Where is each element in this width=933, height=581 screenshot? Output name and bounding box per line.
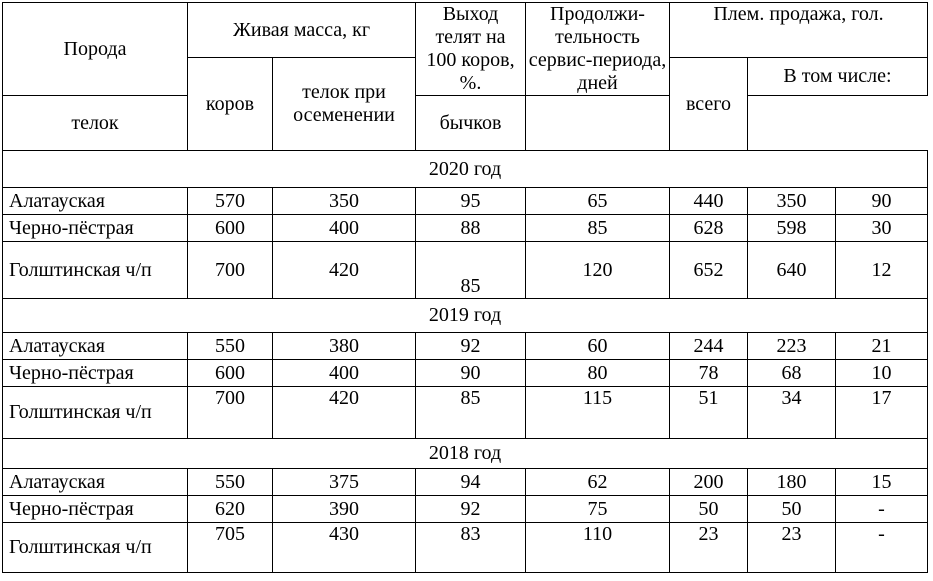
breed-cell: Голштинская ч/п — [3, 523, 188, 573]
breed-cell: Голштинская ч/п — [3, 242, 188, 299]
cows-weight-cell: 620 — [188, 496, 273, 523]
table-row — [3, 496, 928, 523]
service-period-cell: 60 — [526, 333, 670, 360]
heifers-weight-cell: 400 — [273, 360, 416, 387]
cows-weight-cell: 700 — [188, 387, 273, 439]
header-bulls: бычков — [416, 96, 526, 151]
breed-statistics-table — [2, 2, 928, 573]
cows-weight-cell: 550 — [188, 333, 273, 360]
heifers-weight-cell: 420 — [273, 242, 416, 299]
sales-heifers-cell: 50 — [748, 496, 836, 523]
service-period-cell: 120 — [526, 242, 670, 299]
header-including: В том числе: — [748, 58, 928, 96]
service-period-cell: 62 — [526, 469, 670, 496]
header-breeding-sales: Плем. продажа, гол. — [670, 3, 928, 58]
sales-total-cell: 78 — [670, 360, 748, 387]
sales-heifers-cell: 640 — [748, 242, 836, 299]
service-period-cell: 65 — [526, 188, 670, 215]
sales-total-cell: 244 — [670, 333, 748, 360]
heifers-weight-cell: 390 — [273, 496, 416, 523]
breed-cell: Черно-пёстрая — [3, 360, 188, 387]
table-row — [3, 387, 928, 439]
calf-yield-cell: 92 — [416, 333, 526, 360]
year-heading: 2020 год — [3, 151, 928, 188]
calf-yield-cell: 92 — [416, 496, 526, 523]
header-live-weight: Живая масса, кг — [188, 3, 416, 58]
sales-heifers-cell: 68 — [748, 360, 836, 387]
table-row — [3, 242, 928, 299]
service-period-cell: 75 — [526, 496, 670, 523]
table-row — [3, 360, 928, 387]
sales-bulls-cell: 15 — [836, 469, 928, 496]
header-cows: коров — [188, 58, 273, 151]
calf-yield-cell: 94 — [416, 469, 526, 496]
breed-cell: Голштинская ч/п — [3, 387, 188, 439]
year-heading: 2018 год — [3, 439, 928, 469]
sales-total-cell: 23 — [670, 523, 748, 573]
sales-bulls-cell: 12 — [836, 242, 928, 299]
breed-cell: Алатауская — [3, 333, 188, 360]
header-calf-yield: Выход телят на 100 коров, %. — [416, 3, 526, 96]
header-breed: Порода — [3, 3, 188, 96]
sales-bulls-cell: 90 — [836, 188, 928, 215]
cows-weight-cell: 700 — [188, 242, 273, 299]
calf-yield-cell: 83 — [416, 523, 526, 573]
cows-weight-cell: 600 — [188, 215, 273, 242]
sales-bulls-cell: 30 — [836, 215, 928, 242]
year-heading: 2019 год — [3, 299, 928, 333]
service-period-cell: 115 — [526, 387, 670, 439]
calf-yield-cell: 85 — [416, 387, 526, 439]
sales-bulls-cell: 17 — [836, 387, 928, 439]
sales-heifers-cell: 350 — [748, 188, 836, 215]
heifers-weight-cell: 375 — [273, 469, 416, 496]
calf-yield-cell: 88 — [416, 215, 526, 242]
table-row — [3, 188, 928, 215]
breed-cell: Черно-пёстрая — [3, 215, 188, 242]
breed-cell: Алатауская — [3, 469, 188, 496]
calf-yield-cell: 90 — [416, 360, 526, 387]
header-service-period: Продолжи-тельность сервис-периода, дней — [526, 3, 670, 96]
table-row — [3, 469, 928, 496]
sales-total-cell: 50 — [670, 496, 748, 523]
service-period-cell: 80 — [526, 360, 670, 387]
cows-weight-cell: 550 — [188, 469, 273, 496]
cows-weight-cell: 705 — [188, 523, 273, 573]
heifers-weight-cell: 430 — [273, 523, 416, 573]
sales-bulls-cell: - — [836, 496, 928, 523]
header-heifers: телок — [3, 96, 188, 151]
sales-heifers-cell: 180 — [748, 469, 836, 496]
header-total: всего — [670, 58, 748, 151]
heifers-weight-cell: 420 — [273, 387, 416, 439]
calf-yield-cell: 95 — [416, 188, 526, 215]
sales-bulls-cell: - — [836, 523, 928, 573]
sales-heifers-cell: 34 — [748, 387, 836, 439]
heifers-weight-cell: 350 — [273, 188, 416, 215]
sales-total-cell: 51 — [670, 387, 748, 439]
sales-bulls-cell: 10 — [836, 360, 928, 387]
sales-heifers-cell: 223 — [748, 333, 836, 360]
sales-heifers-cell: 598 — [748, 215, 836, 242]
cows-weight-cell: 600 — [188, 360, 273, 387]
header-heifers-insemination: телок при осеменении — [273, 58, 416, 151]
sales-bulls-cell: 21 — [836, 333, 928, 360]
sales-total-cell: 200 — [670, 469, 748, 496]
table-row — [3, 523, 928, 573]
calf-yield-cell: 85 — [416, 242, 526, 299]
heifers-weight-cell: 380 — [273, 333, 416, 360]
cows-weight-cell: 570 — [188, 188, 273, 215]
sales-total-cell: 652 — [670, 242, 748, 299]
sales-total-cell: 440 — [670, 188, 748, 215]
table-row — [3, 215, 928, 242]
sales-total-cell: 628 — [670, 215, 748, 242]
breed-cell: Черно-пёстрая — [3, 496, 188, 523]
sales-heifers-cell: 23 — [748, 523, 836, 573]
breed-cell: Алатауская — [3, 188, 188, 215]
table-row — [3, 333, 928, 360]
service-period-cell: 110 — [526, 523, 670, 573]
service-period-cell: 85 — [526, 215, 670, 242]
heifers-weight-cell: 400 — [273, 215, 416, 242]
